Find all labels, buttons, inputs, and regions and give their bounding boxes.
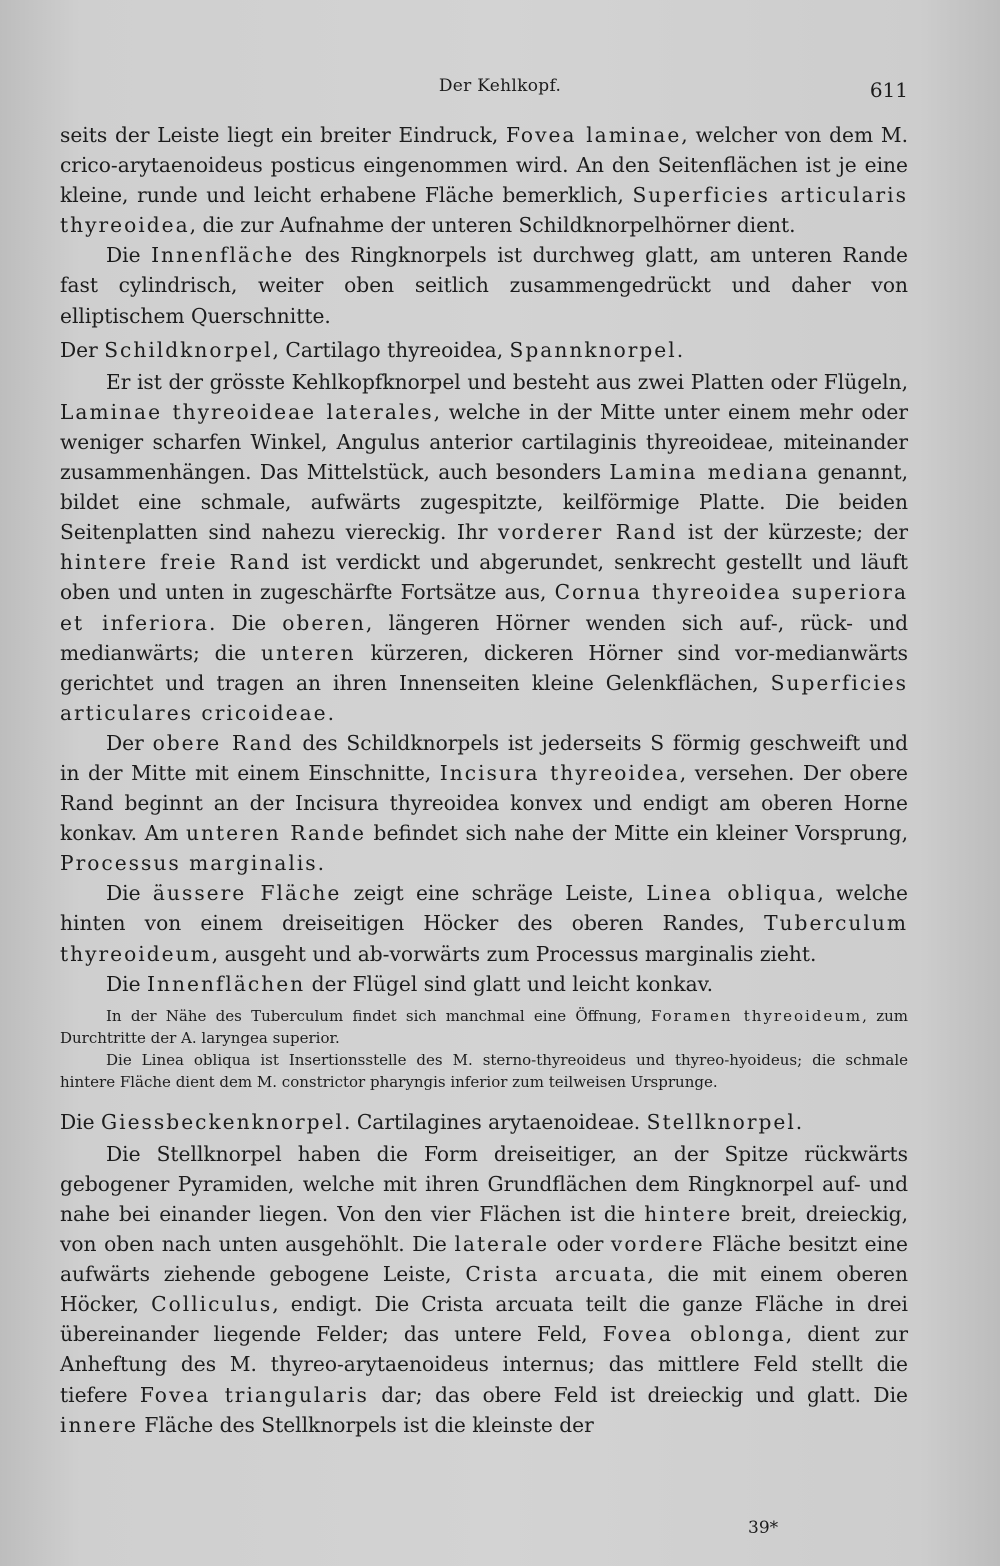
text-run: , längeren Hörner wenden sich auf-, rück- und medianwärts; die bbox=[60, 610, 909, 665]
term-laminae-laterales: Laminae thyreoideae laterales bbox=[60, 399, 434, 424]
text-run: . bbox=[327, 700, 335, 725]
term-incisura-thyreoidea: Incisura thyreoidea bbox=[439, 760, 680, 785]
text-run: , endigt. Die Crista arcuata teilt die ganze Fläche in drei übereinander liegende Felder; das untere Feld, bbox=[60, 1292, 908, 1347]
term-foramen-thyreoideum: Foramen thyreoideum bbox=[650, 1006, 863, 1025]
term-superficies-articularis: Superficies articularis thyreoidea bbox=[60, 183, 908, 238]
term-hintere-freie-rand: hintere freie Rand bbox=[60, 550, 292, 575]
text-run: Fläche des Stellknorpels ist die kleinste der bbox=[138, 1412, 594, 1437]
text-run: . bbox=[676, 337, 684, 362]
text-run: des Ringknorpels ist durchweg glatt, am unteren Rande fast cylindrisch, weiter oben seitlich zusammengedrückt und daher von elliptischem Querschnitte. bbox=[60, 243, 908, 328]
term-unteren: unteren bbox=[260, 640, 356, 665]
text-run: Der bbox=[106, 730, 153, 755]
text-run: Der bbox=[60, 337, 105, 362]
text-run: dar; das obere Feld ist dreieckig und glatt. Die bbox=[368, 1382, 908, 1407]
term-cornua: Cornua thyreoidea superiora et inferiora bbox=[60, 580, 908, 635]
text-run: , welcher von dem M. crico-arytaenoideus posticus eingenommen wird. An den Seitenflächen ist je eine kleine, runde und leicht erhabene Fläche bemerklich, bbox=[60, 123, 908, 208]
term-oberen: oberen bbox=[282, 610, 366, 635]
text-run: Die bbox=[106, 971, 148, 996]
text-run: kürzeren, dickeren Hörner sind vor-medianwärts gerichtet und tragen an ihren Innenseiten kleine Gelenkflächen, bbox=[60, 640, 908, 695]
text-run: In der Nähe des Tuberculum findet sich manchmal eine Öffnung, bbox=[106, 1006, 651, 1025]
text-run: Er ist der grösste Kehlkopfknorpel und besteht aus zwei Platten oder Flügeln, bbox=[106, 369, 908, 394]
text-run: . Cartilagines arytaenoideae. bbox=[344, 1109, 647, 1134]
term-hintere: hintere bbox=[644, 1202, 733, 1226]
text-run: , die zur Aufnahme der unteren Schildknorpelhörner dient. bbox=[189, 213, 796, 238]
text-run: Fläche besitzt eine aufwärts ziehende gebogene Leiste, bbox=[60, 1232, 908, 1287]
term-lamina-mediana: Lamina mediana bbox=[609, 460, 810, 485]
text-run: , zum Durchtritte der A. laryngea superior. bbox=[60, 1006, 909, 1047]
page-header bbox=[0, 70, 1000, 106]
text-run: Die Linea obliqua ist Insertionsstelle des M. sterno-thyreoideus und thyreo-hyoideus; die schmale hintere Fläche dient dem M. constrictor pharyngis inferior zum teilweisen Ursprunge. bbox=[60, 1050, 908, 1091]
text-run: befindet sich nahe der Mitte ein kleiner Vorsprung, bbox=[365, 821, 909, 846]
section-heading-schildknorpel bbox=[60, 335, 908, 365]
text-run: zeigt eine schräge Leiste, bbox=[341, 881, 647, 906]
text-run: , dient zur Anheftung des M. thyreo-arytaenoideus internus; das mittlere Feld stellt die tiefere bbox=[60, 1322, 908, 1407]
text-run: ist der kürzeste; der bbox=[677, 520, 908, 545]
term-spannknorpel: Spannknorpel bbox=[509, 337, 677, 362]
signature-mark: 39* bbox=[748, 1518, 779, 1538]
term-fovea-oblonga: Fovea oblonga bbox=[602, 1322, 786, 1347]
term-laterale: laterale bbox=[454, 1232, 550, 1257]
note-linea-obliqua bbox=[60, 1049, 908, 1093]
text-run: , die mit einem oberen Höcker, bbox=[60, 1262, 908, 1317]
text-run: ist verdickt und abgerundet, senkrecht gestellt und läuft oben und unten in zugeschärfte Fortsätze aus, bbox=[60, 550, 909, 605]
text-run: der Flügel sind glatt und leicht konkav. bbox=[305, 971, 714, 996]
paragraph-fovea-laminae bbox=[60, 120, 908, 240]
term-fovea-triangularis: Fovea triangularis bbox=[139, 1382, 369, 1407]
text-run: . bbox=[317, 851, 325, 876]
text-run: , Cartilago thyreoidea, bbox=[272, 337, 510, 362]
term-innenflaechen: Innenflächen bbox=[147, 971, 306, 996]
text-run: , welche in der Mitte unter einem mehr oder weniger scharfen Winkel, Angulus anterior cartilaginis thyreoideae, miteinander zusammenhängen. Das Mittelstück, auch besonders bbox=[60, 399, 908, 485]
term-tuberculum: Tuberculum thyreoideum bbox=[60, 911, 908, 966]
paragraph-stellknorpel-description bbox=[60, 1139, 908, 1440]
term-obere-rand: obere Rand bbox=[152, 730, 294, 755]
text-run: genannt, bildet eine schmale, aufwärts zugespitzte, keilförmige Platte. Die beiden Seitenplatten sind nahezu viereckig. Ihr bbox=[60, 460, 908, 545]
text-run: . bbox=[795, 1109, 803, 1134]
term-stellknorpel: Stellknorpel bbox=[646, 1109, 796, 1134]
text-run: seits der Leiste liegt ein breiter Eindruck, bbox=[60, 123, 507, 147]
term-vorderer-rand: vorderer Rand bbox=[498, 520, 678, 545]
text-run: Die Stellknorpel haben die Form dreiseitiger, an der Spitze rückwärts gebogener Pyramiden, welche mit ihren Grundflächen dem Ringknorpel auf- und nahe bei einander liegen. Von den vier Flächen ist die bbox=[60, 1141, 908, 1226]
term-aeussere-flaeche: äussere Fläche bbox=[152, 881, 342, 906]
term-giessbeckenknorpel: Giessbeckenknorpel bbox=[101, 1109, 344, 1134]
term-fovea-laminae: Fovea laminae bbox=[506, 123, 682, 147]
term-innenflaeche: Innenfläche bbox=[151, 243, 295, 268]
text-run: oder bbox=[549, 1232, 611, 1257]
running-title: Der Kehlkopf. bbox=[438, 76, 562, 96]
term-linea-obliqua: Linea obliqua bbox=[646, 881, 818, 906]
text-run: . Die bbox=[209, 610, 283, 635]
text-run: , ausgeht und ab-vorwärts zum Processus marginalis zieht. bbox=[211, 941, 817, 966]
small-print-notes bbox=[60, 1005, 908, 1093]
page-number: 611 bbox=[869, 78, 908, 102]
section-heading-giessbeckenknorpel bbox=[60, 1107, 908, 1137]
paragraph-oberer-rand bbox=[60, 728, 908, 878]
term-vordere: vordere bbox=[610, 1232, 705, 1257]
paragraph-schildknorpel-description bbox=[60, 367, 908, 728]
paragraph-innenflaechen bbox=[60, 969, 908, 999]
text-run: Die bbox=[106, 881, 153, 906]
term-colliculus: Colliculus bbox=[151, 1292, 273, 1317]
text-run: Die bbox=[106, 243, 152, 268]
term-unteren-rande: unteren Rande bbox=[186, 821, 366, 846]
term-crista-arcuata: Crista arcuata bbox=[465, 1262, 648, 1287]
text-run: , welche hinten von einem dreiseitigen Höcker des oberen Randes, bbox=[60, 881, 908, 936]
text-run: , versehen. Der obere Rand beginnt an der Incisura thyreoidea konvex und endigt am oberen Horne konkav. Am bbox=[60, 760, 908, 846]
text-run: des Schildknorpels ist jederseits S förmig geschweift und in der Mitte mit einem Einschnitte, bbox=[60, 730, 908, 785]
body-text bbox=[60, 120, 908, 1440]
paragraph-innenflaeche bbox=[60, 240, 908, 330]
note-foramen bbox=[60, 1005, 908, 1049]
paragraph-aeussere-flaeche bbox=[60, 878, 908, 968]
term-superficies-cricoideae: Superficies articulares cricoideae bbox=[60, 670, 908, 725]
term-schildknorpel: Schildknorpel bbox=[104, 337, 273, 362]
term-processus-marginalis: Processus marginalis bbox=[60, 851, 318, 876]
term-innere: innere bbox=[60, 1412, 139, 1437]
text-run: breit, dreieckig, von oben nach unten ausgehöhlt. Die bbox=[60, 1202, 909, 1257]
text-run: Die bbox=[60, 1109, 102, 1134]
